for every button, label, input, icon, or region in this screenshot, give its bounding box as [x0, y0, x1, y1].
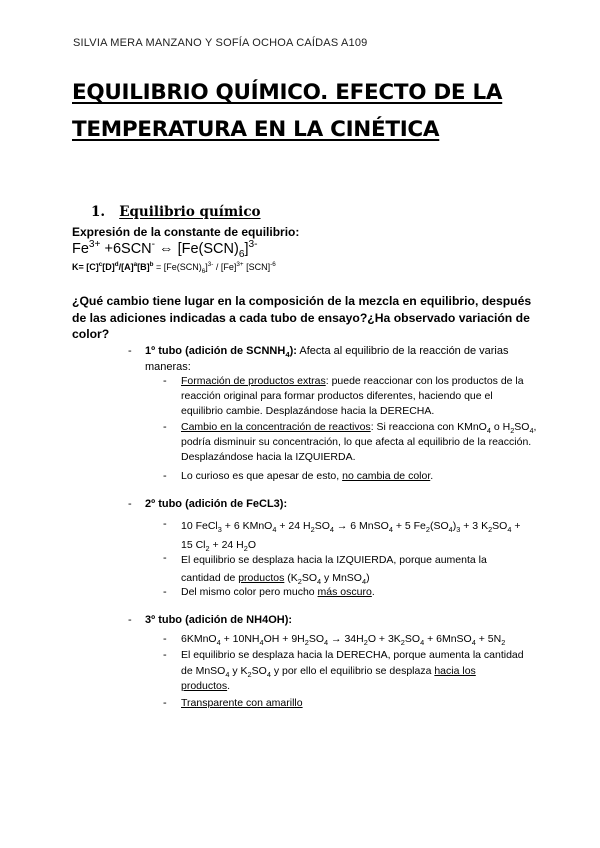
tube3-bullet-2: El equilibrio se desplaza hacia la DERECHA, porque aumenta la cantidad de MnSO$_4$ y $K_2SO_4$ y por ello el equilibrio se desplaza hacia los productos.: [181, 649, 524, 692]
tube2-bullet-3: Del mismo color pero mucho más oscuro.: [181, 586, 375, 598]
bullet-dash: -: [128, 498, 132, 510]
bullet-dash: -: [128, 345, 132, 357]
tube2-bullet-1: 10 FeCl$_3$ + 6 KMnO$_4$ + 24 $H_2SO_4 \to 6$ MnSO$_4$ + 5 $Fe_2(SO_4)_3 + 3$ $K_2SO_4 + 15$ $Cl_2 + 24$ $H_2O$: [181, 520, 521, 554]
bullet-dash: -: [163, 470, 167, 482]
tube2-bullet-2: El equilibrio se desplaza hacia la IZQUIERDA, porque aumenta la cantidad de productos ($K_2SO_4$ y MnSO$_4$): [181, 554, 487, 587]
tube3-bullet-3: Transparente con amarillo: [181, 697, 303, 709]
equilibrium-constant: $K= [C]^c[D]^d/[A]^a[B]^b = [Fe(SCN)_6]^{3-} / [Fe]^{3+}$ [SCN]$^{-6}$: [72, 261, 276, 275]
expression-label: Expresión de la constante de equilibrio:: [72, 225, 300, 239]
tube1-item: [145, 344, 545, 375]
bullet-dash: -: [163, 421, 167, 433]
section-number: 1.: [91, 204, 106, 220]
bullet-dash: -: [163, 375, 167, 387]
tube2-item: [145, 497, 287, 513]
bullet-dash: -: [163, 649, 167, 661]
question-text: ¿Qué cambio tiene lugar en la composición de la mezcla en equilibrio, después de las adiciones indicadas a cada tubo de ensayo?¿Ha observado variación de color?: [72, 294, 532, 341]
bullet-dash: -: [163, 586, 167, 598]
page-title: EQUILIBRIO QUÍMICO. EFECTO DE LA TEMPERATURA EN LA CINÉTICA: [72, 80, 503, 142]
tube3-label: 3º tubo (adición de NH4OH):: [145, 614, 293, 626]
tube1-bullet-2: Cambio en la concentración de reactivos: Si reacciona con KMnO$_4$ o $H_2SO_4$, podría disminuir su concentración, lo que afecta al equilibrio de la reacción. Desplazándose hacia la IZQUIERDA.: [181, 421, 537, 463]
tube2-label: 2º tubo (adición de FeCL3):: [145, 498, 288, 510]
tube1-label: 1º tubo (adición de $SCNNH_4$):: [145, 345, 297, 360]
chemical-equation: $Fe^{3+} +6SCN^-$ ⇔ $[Fe(SCN)_6]^{3-}$: [72, 239, 258, 260]
tube1-text: Afecta al equilibrio de la reacción de varias maneras:: [145, 345, 509, 373]
bullet-dash: -: [163, 552, 167, 564]
section-heading: [91, 204, 261, 220]
header-authors: SILVIA MERA MANZANO Y SOFÍA OCHOA CAÍDAS A109: [73, 37, 368, 49]
bullet-dash: -: [163, 633, 167, 645]
tube3-item: [145, 613, 292, 629]
tube3-bullet-1: 6KMnO$_4$ + $10NH_4OH + 9H_2SO_4 \to 34H_2O + 3K_2SO_4$ + 6MnSO$_4$ + $5N_2$: [181, 633, 506, 648]
bullet-dash: -: [163, 697, 167, 709]
bullet-dash: -: [163, 518, 167, 530]
bullet-dash: -: [128, 614, 132, 626]
tube1-bullet-1: Formación de productos extras: puede reaccionar con los productos de la reacción original para formar productos diferentes, haciendo que el equilibrio cambie. Desplazándose hacia la DERECHA.: [181, 375, 524, 417]
tube1-bullet-3: Lo curioso es que apesar de esto, no cambia de color.: [181, 470, 434, 482]
section-title: Equilibrio químico: [119, 204, 261, 220]
